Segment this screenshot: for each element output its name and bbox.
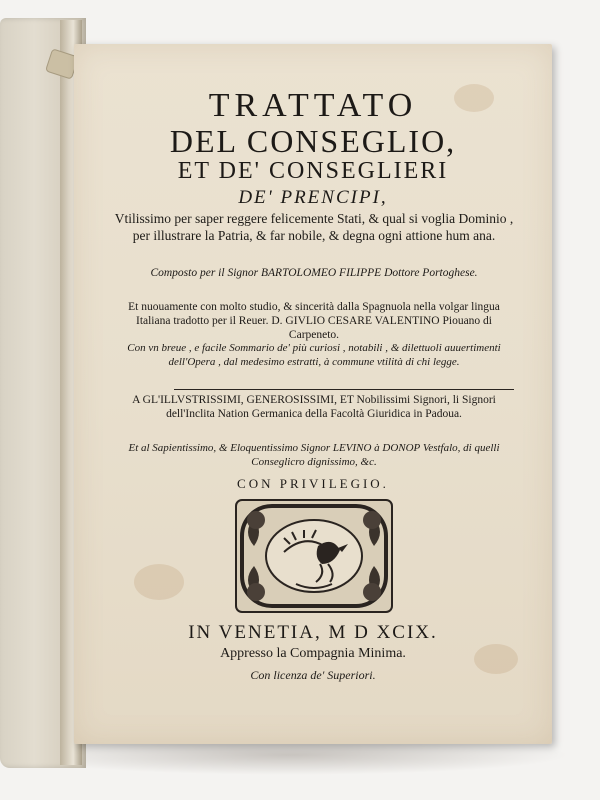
dedication: A GL'ILLVSTRISSIMI, GENEROSISSIMI, ET Nobilissimi Signori, li Signori dell'Inclita Nation Germanica della Facoltà Giuridica in Padoua. [132, 394, 496, 420]
foxing-stain [134, 564, 184, 600]
privilege-line: CON PRIVILEGIO. [237, 476, 389, 491]
divider-rule [174, 389, 514, 390]
summary-line: Con vn breue , e facile Sommario de' più curiosi , notabili , & dilettuoli auuertimenti dell'Opera , dal medesimo estratti, à commune vtilità di chi legge. [127, 342, 501, 368]
title-line-1: TRATTATO [208, 87, 418, 124]
description: Vtilissimo per saper reggere felicemente Stati, & qual si voglia Dominio , per illustrare la Patria, & far nobile, & degna ogni attione hum ana. [114, 211, 514, 243]
title-line-3: ET DE' CONSEGLIERI [177, 158, 449, 184]
imprint-line: IN VENETIA, M D XCIX. [188, 622, 438, 643]
author-line: Composto per il Signor BARTOLOMEO FILIPPE Dottore Portoghese. [150, 267, 478, 279]
title-line-4: DE' PRENCIPI, [238, 187, 388, 208]
title-line-2: DEL CONSEGLIO, [169, 123, 457, 159]
license-line: Con licenza de' Superiori. [250, 668, 376, 682]
title-page [74, 44, 552, 744]
dedication-secondary: Et al Sapientissimo, & Eloquentissimo Signor LEVINO à DONOP Vestfalo, di quelli Conseglicro dignissimo, &c. [128, 442, 500, 468]
printers-device-emblem [234, 498, 394, 614]
publisher-line: Appresso la Compagnia Minima. [220, 646, 406, 661]
translation-line: Et nuouamente con molto studio, & sincerità dalla Spagnuola nella volgar lingua Italiana tradotto per il Reuer. D. GIVLIO CESARE VALENTINO Piouano di Carpeneto. [128, 301, 500, 341]
